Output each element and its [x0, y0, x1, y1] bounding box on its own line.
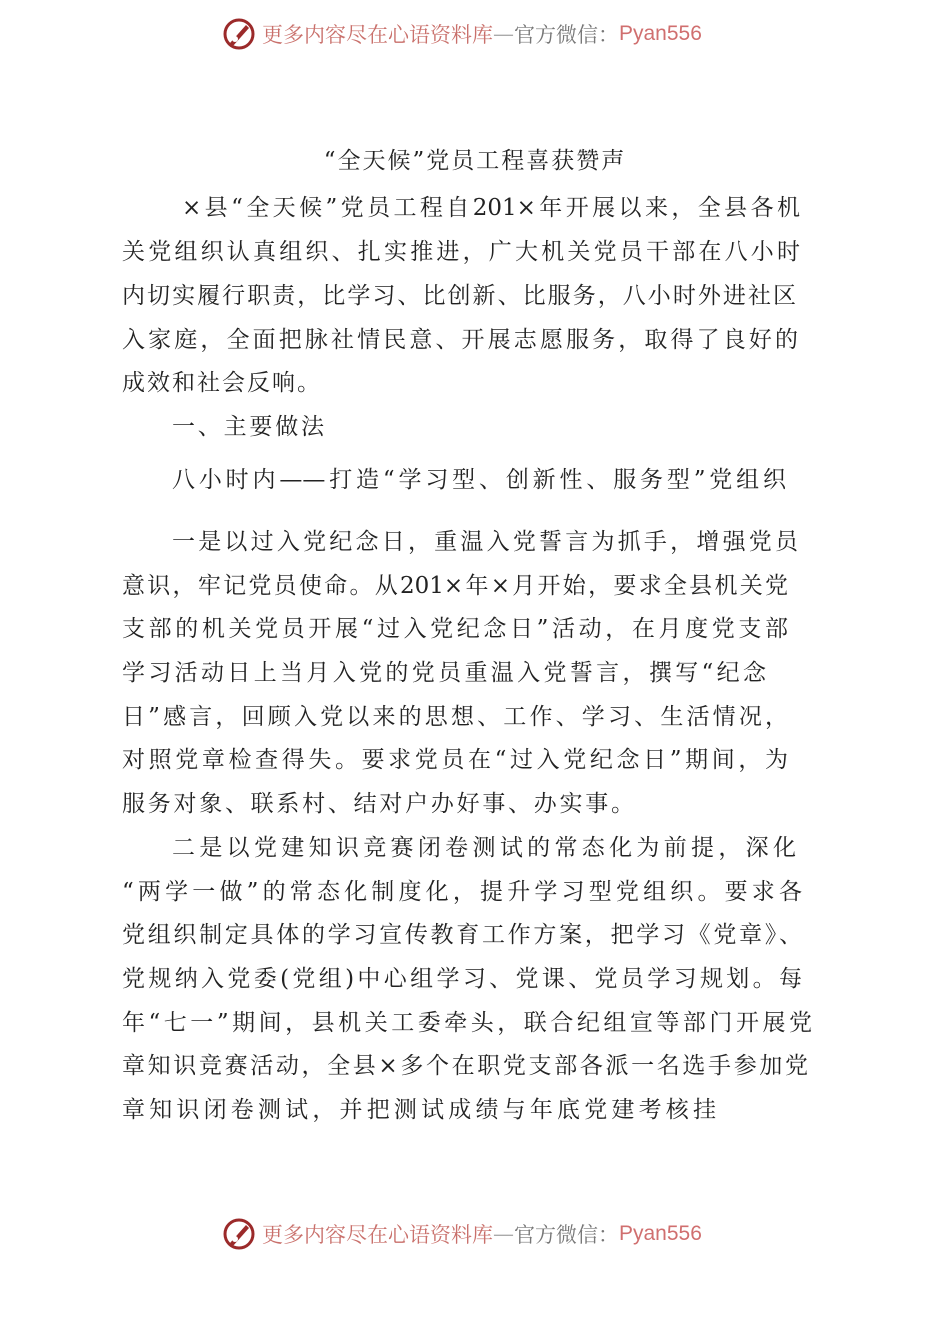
- text-line: 党组织制定具体的学习宣传教育工作方案，把学习《党章》、: [122, 922, 802, 948]
- text-line: 党规纳入党委(党组)中心组学习、党课、党员学习规划。每: [122, 966, 802, 992]
- text-line: 成效和社会反响。: [122, 370, 320, 396]
- text-line: 服务对象、联系村、结对户办好事、办实事。: [122, 791, 634, 817]
- text-line: 日”感言，回顾入党以来的思想、工作、学习、生活情况，: [122, 704, 788, 730]
- watermark-wechat-id: Pyan556: [619, 22, 702, 45]
- subsection-heading: 八小时内——打造“学习型、创新性、服务型”党组织: [172, 467, 786, 493]
- text-line: 对照党章检查得失。要求党员在“过入党纪念日”期间，为: [122, 747, 788, 773]
- watermark-site: 更多内容尽在心语资料库: [262, 23, 493, 47]
- section-heading: 一、主要做法: [172, 414, 324, 440]
- watermark-dash: —: [493, 1222, 514, 1246]
- text-line: 入家庭，全面把脉社情民意、开展志愿服务，取得了良好的: [122, 327, 798, 353]
- text-line: 章知识闭卷测试，并把测试成绩与年底党建考核挂: [122, 1097, 716, 1123]
- text-line: 意识，牢记党员使命。从201×年×月开始，要求全县机关党: [122, 573, 788, 599]
- watermark-footer: [222, 1216, 702, 1252]
- text-line: ×县“全天候”党员工程自201×年开展以来，全县各机: [182, 195, 800, 221]
- text-line: 年“七一”期间，县机关工委牵头，联合纪组宣等部门开展党: [122, 1010, 812, 1036]
- text-line: 章知识竞赛活动，全县×多个在职党支部各派一名选手参加党: [122, 1053, 808, 1079]
- text-line: 一是以过入党纪念日，重温入党誓言为抓手，增强党员: [172, 529, 798, 555]
- watermark-header: [222, 16, 702, 52]
- watermark-wechat-id: Pyan556: [619, 1222, 702, 1245]
- text-line: 二是以党建知识竞赛闭卷测试的常态化为前提，深化: [172, 835, 796, 861]
- text-line: 支部的机关党员开展“过入党纪念日”活动，在月度党支部: [122, 616, 788, 642]
- watermark-dash: —: [493, 22, 514, 46]
- watermark-official: 官方微信：: [514, 23, 619, 47]
- text-line: 学习活动日上当月入党的党员重温入党誓言，撰写“纪念: [122, 660, 766, 686]
- pen-logo-icon: [222, 17, 256, 51]
- watermark-site: 更多内容尽在心语资料库: [262, 1223, 493, 1247]
- pen-logo-icon: [222, 1217, 256, 1251]
- watermark-official: 官方微信：: [514, 1223, 619, 1247]
- document-title: “全天候”党员工程喜获赞声: [323, 148, 627, 174]
- text-line: 内切实履行职责，比学习、比创新、比服务，八小时外进社区: [122, 283, 796, 309]
- text-line: “两学一做”的常态化制度化，提升学习型党组织。要求各: [122, 879, 802, 905]
- text-line: 关党组织认真组织、扎实推进，广大机关党员干部在八小时: [122, 239, 800, 265]
